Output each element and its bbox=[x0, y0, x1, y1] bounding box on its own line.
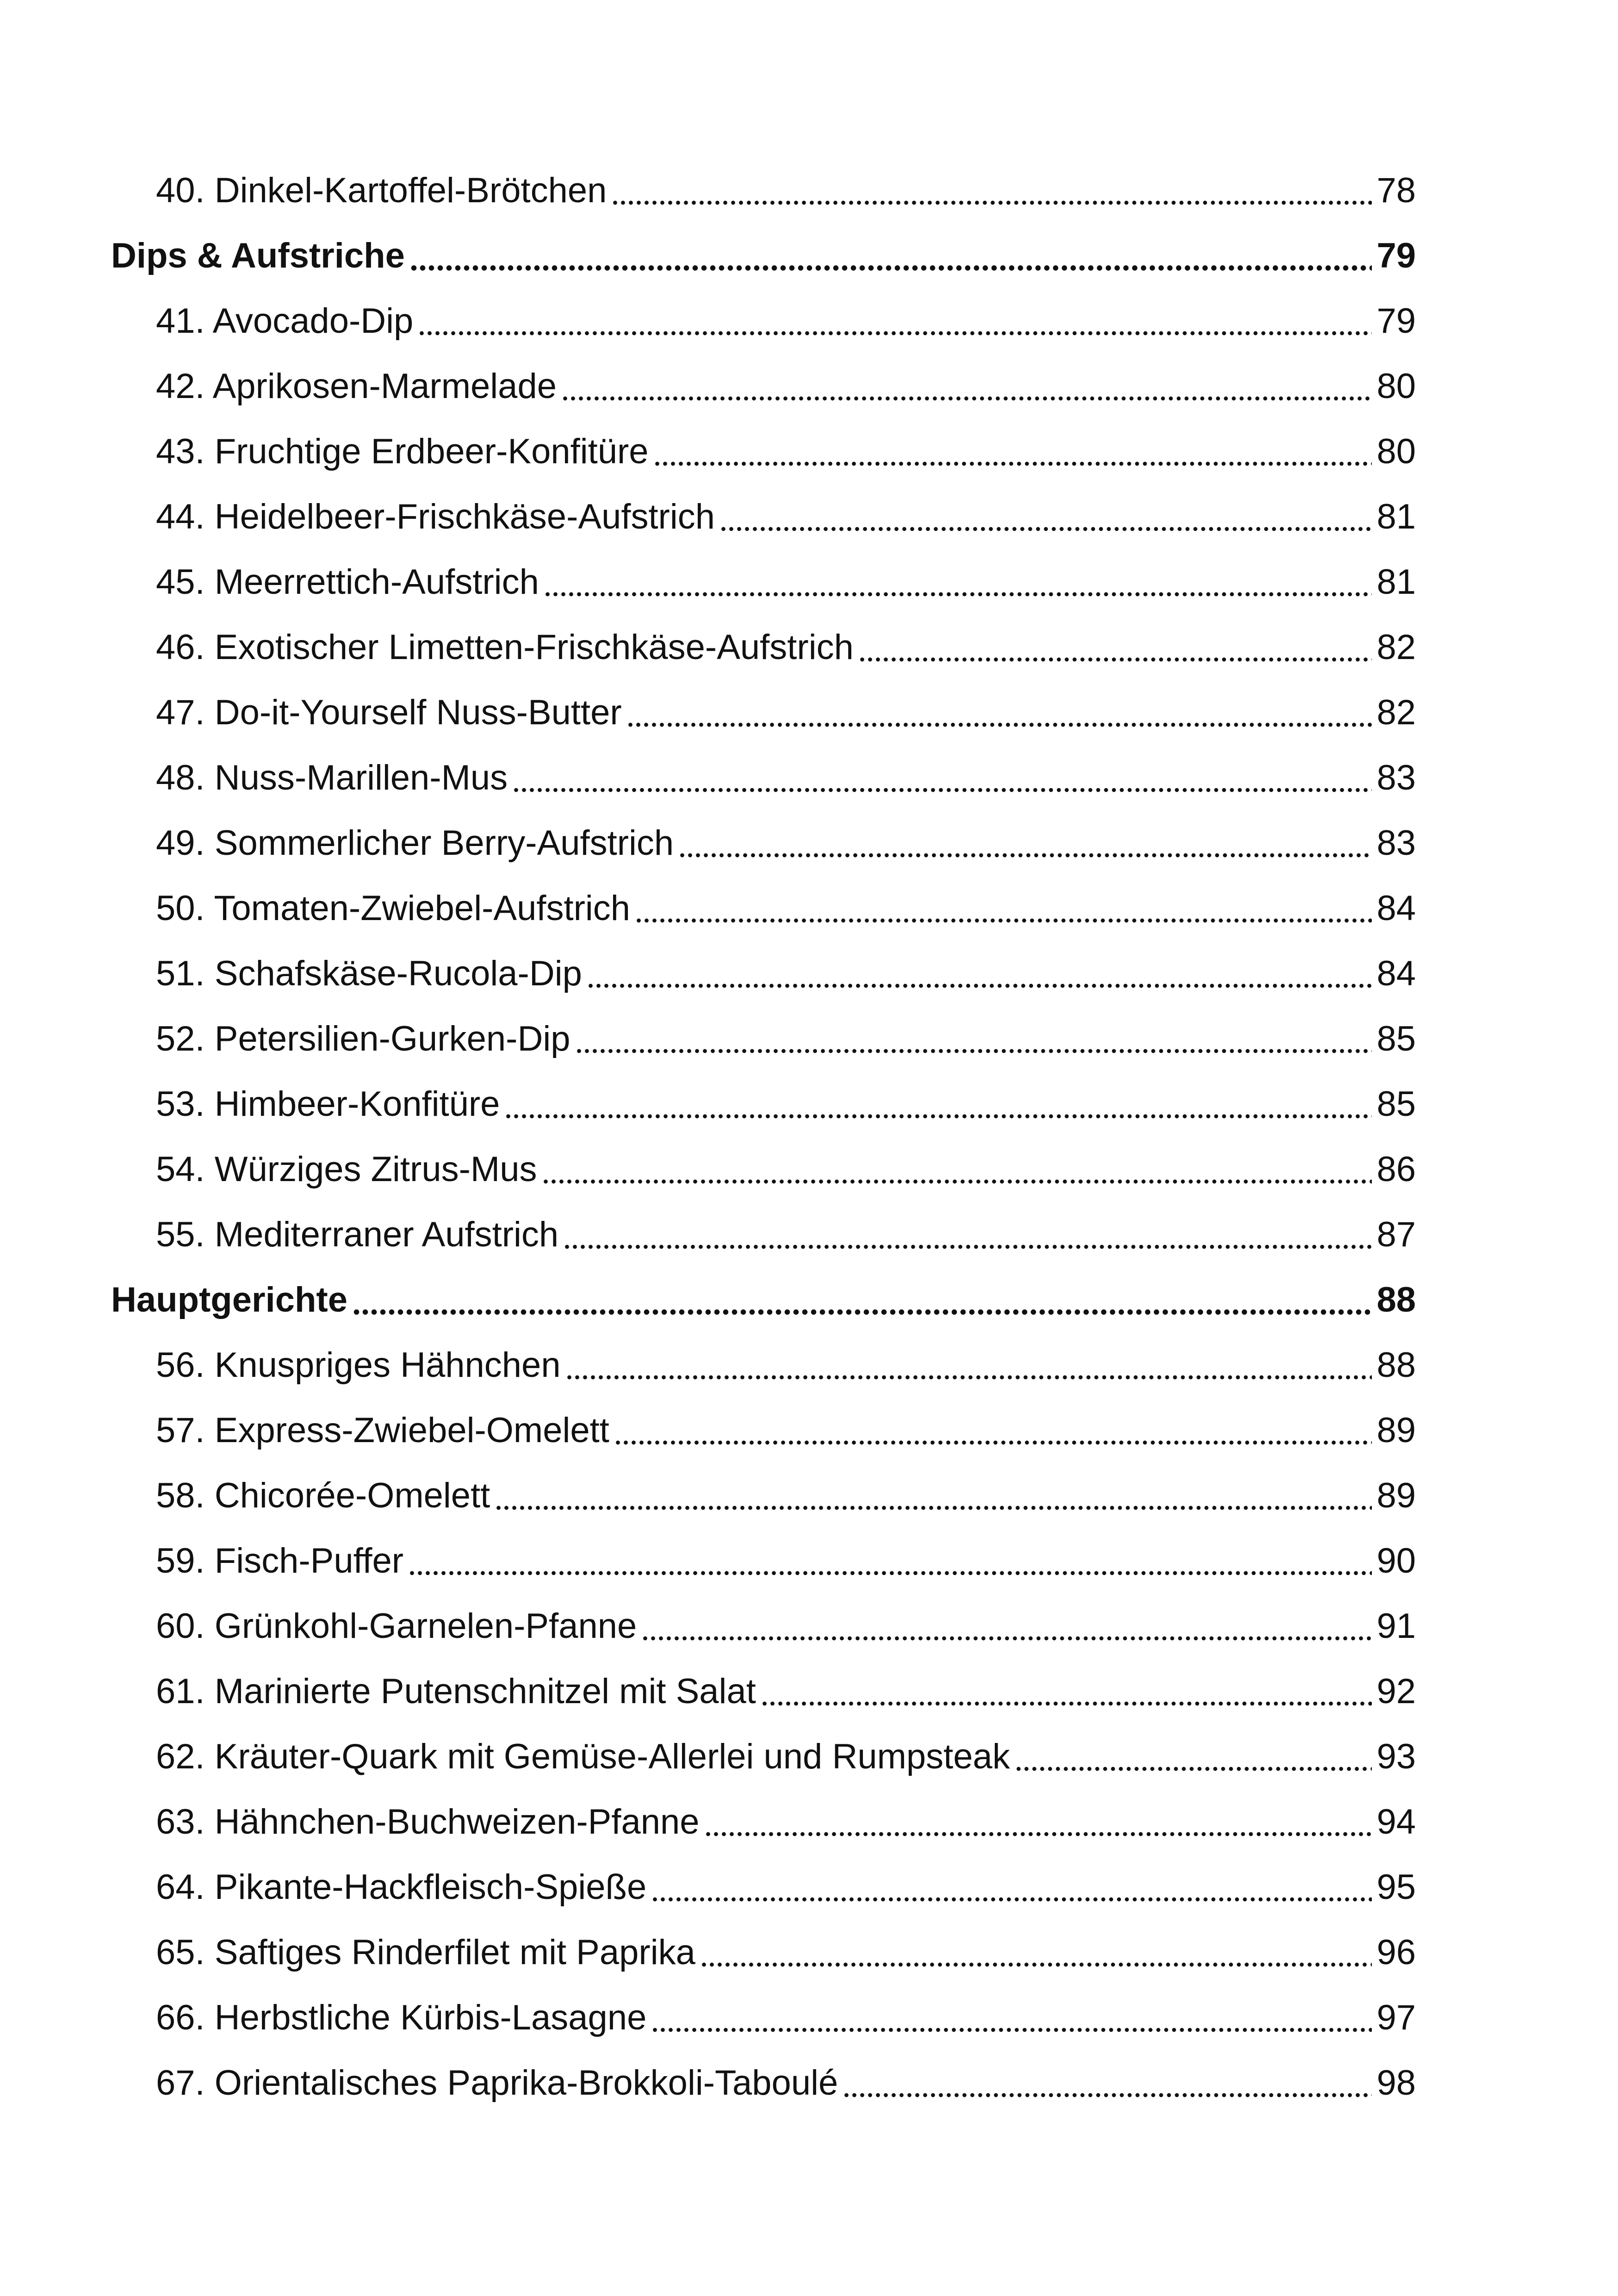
toc-entry[interactable] bbox=[111, 1724, 1416, 1789]
dot-leader bbox=[512, 787, 1372, 793]
dot-leader bbox=[761, 1701, 1372, 1706]
toc-entry[interactable] bbox=[111, 680, 1416, 745]
dot-leader bbox=[352, 1309, 1372, 1315]
toc-page-number: 83 bbox=[1376, 758, 1416, 797]
toc-entry-title: 48. Nuss-Marillen-Mus bbox=[156, 758, 508, 797]
toc-entry[interactable] bbox=[111, 1593, 1416, 1659]
toc-entry[interactable] bbox=[111, 1463, 1416, 1528]
toc-page-number: 82 bbox=[1376, 692, 1416, 732]
toc-page-number: 90 bbox=[1376, 1541, 1416, 1580]
dot-leader bbox=[575, 1048, 1372, 1054]
toc-page-number: 88 bbox=[1376, 1280, 1416, 1319]
toc-entry[interactable] bbox=[111, 810, 1416, 876]
dot-leader bbox=[563, 1244, 1372, 1250]
toc-entry-title: 61. Marinierte Putenschnitzel mit Salat bbox=[156, 1671, 756, 1711]
toc-entry-title: 50. Tomaten-Zwiebel-Aufstrich bbox=[156, 888, 631, 928]
toc-page-number: 91 bbox=[1376, 1606, 1416, 1646]
toc-page-number: 85 bbox=[1376, 1084, 1416, 1124]
toc-entry[interactable] bbox=[111, 354, 1416, 419]
dot-leader bbox=[651, 2027, 1372, 2033]
dot-leader bbox=[651, 1897, 1372, 1902]
dot-leader bbox=[544, 591, 1372, 597]
dot-leader bbox=[418, 330, 1372, 336]
toc-page-number: 89 bbox=[1376, 1475, 1416, 1515]
toc-entry[interactable] bbox=[111, 1398, 1416, 1463]
toc-entry-title: 60. Grünkohl-Garnelen-Pfanne bbox=[156, 1606, 637, 1646]
toc-page-number: 96 bbox=[1376, 1932, 1416, 1972]
toc-page-number: 95 bbox=[1376, 1867, 1416, 1907]
toc-section-heading[interactable] bbox=[111, 1267, 1416, 1332]
toc-entry-title: 57. Express-Zwiebel-Omelett bbox=[156, 1410, 609, 1450]
toc-entry-title: Dips & Aufstriche bbox=[111, 236, 405, 275]
toc-entry-title: 47. Do-it-Yourself Nuss-Butter bbox=[156, 692, 622, 732]
toc-entry[interactable] bbox=[111, 1332, 1416, 1398]
dot-leader bbox=[635, 918, 1372, 923]
toc-entry[interactable] bbox=[111, 484, 1416, 549]
toc-entry[interactable] bbox=[111, 1920, 1416, 1985]
toc-entry[interactable] bbox=[111, 1071, 1416, 1137]
toc-entry[interactable] bbox=[111, 158, 1416, 223]
toc-page-number: 97 bbox=[1376, 1997, 1416, 2037]
toc-page-number: 84 bbox=[1376, 953, 1416, 993]
toc-page-number: 89 bbox=[1376, 1410, 1416, 1450]
toc-entry[interactable] bbox=[111, 876, 1416, 941]
dot-leader bbox=[653, 461, 1372, 467]
toc-page-number: 84 bbox=[1376, 888, 1416, 928]
toc-page-number: 86 bbox=[1376, 1149, 1416, 1189]
toc-entry-title: 45. Meerrettich-Aufstrich bbox=[156, 562, 539, 602]
toc-entry[interactable] bbox=[111, 941, 1416, 1006]
toc-entry[interactable] bbox=[111, 1789, 1416, 1854]
toc-entry-title: 67. Orientalisches Paprika-Brokkoli-Taboulé bbox=[156, 2063, 838, 2103]
toc-entry-title: 63. Hähnchen-Buchweizen-Pfanne bbox=[156, 1802, 700, 1842]
toc-entry-title: Hauptgerichte bbox=[111, 1280, 347, 1319]
toc-entry-title: 54. Würziges Zitrus-Mus bbox=[156, 1149, 537, 1189]
toc-entry[interactable] bbox=[111, 2050, 1416, 2116]
dot-leader bbox=[1015, 1766, 1372, 1772]
toc-entry-title: 44. Heidelbeer-Frischkäse-Aufstrich bbox=[156, 497, 715, 536]
toc-entry-title: 41. Avocado-Dip bbox=[156, 301, 414, 341]
toc-entry-title: 52. Petersilien-Gurken-Dip bbox=[156, 1019, 570, 1058]
dot-leader bbox=[587, 983, 1372, 989]
toc-page-number: 87 bbox=[1376, 1214, 1416, 1254]
toc-entry-title: 53. Himbeer-Konfitüre bbox=[156, 1084, 500, 1124]
toc-entry[interactable] bbox=[111, 549, 1416, 615]
toc-entry-title: 49. Sommerlicher Berry-Aufstrich bbox=[156, 823, 674, 863]
dot-leader bbox=[614, 1440, 1372, 1445]
toc-entry[interactable] bbox=[111, 419, 1416, 484]
toc-page-number: 78 bbox=[1376, 170, 1416, 210]
toc-entry[interactable] bbox=[111, 1854, 1416, 1920]
toc-entry-title: 65. Saftiges Rinderfilet mit Paprika bbox=[156, 1932, 695, 1972]
toc-entry[interactable] bbox=[111, 1202, 1416, 1267]
toc-entry[interactable] bbox=[111, 1659, 1416, 1724]
toc-page-number: 81 bbox=[1376, 497, 1416, 536]
table-of-contents bbox=[111, 158, 1416, 2116]
toc-entry-title: 55. Mediterraner Aufstrich bbox=[156, 1214, 559, 1254]
toc-entry[interactable] bbox=[111, 1528, 1416, 1593]
toc-entry-title: 64. Pikante-Hackfleisch-Spieße bbox=[156, 1867, 647, 1907]
dot-leader bbox=[843, 2092, 1372, 2098]
dot-leader bbox=[565, 1375, 1372, 1380]
toc-entry[interactable] bbox=[111, 745, 1416, 810]
toc-entry-title: 56. Knuspriges Hähnchen bbox=[156, 1345, 561, 1385]
toc-entry-title: 43. Fruchtige Erdbeer-Konfitüre bbox=[156, 431, 649, 471]
toc-entry-title: 59. Fisch-Puffer bbox=[156, 1541, 404, 1580]
dot-leader bbox=[408, 1570, 1372, 1576]
toc-entry[interactable] bbox=[111, 1137, 1416, 1202]
toc-entry[interactable] bbox=[111, 288, 1416, 354]
toc-entry-title: 62. Kräuter-Quark mit Gemüse-Allerlei und Rumpsteak bbox=[156, 1736, 1010, 1776]
toc-page-number: 85 bbox=[1376, 1019, 1416, 1058]
toc-page-number: 80 bbox=[1376, 431, 1416, 471]
dot-leader bbox=[700, 1962, 1372, 1967]
dot-leader bbox=[641, 1636, 1372, 1641]
toc-entry-title: 66. Herbstliche Kürbis-Lasagne bbox=[156, 1997, 647, 2037]
dot-leader bbox=[719, 526, 1372, 532]
toc-page-number: 92 bbox=[1376, 1671, 1416, 1711]
toc-entry-title: 42. Aprikosen-Marmelade bbox=[156, 366, 557, 406]
dot-leader bbox=[704, 1831, 1372, 1837]
toc-entry-title: 58. Chicorée-Omelett bbox=[156, 1475, 490, 1515]
toc-page-number: 83 bbox=[1376, 823, 1416, 863]
dot-leader bbox=[561, 396, 1372, 401]
toc-page-number: 94 bbox=[1376, 1802, 1416, 1842]
toc-entry-title: 46. Exotischer Limetten-Frischkäse-Aufstrich bbox=[156, 627, 854, 667]
dot-leader bbox=[611, 200, 1372, 205]
toc-section-heading[interactable] bbox=[111, 223, 1416, 288]
toc-entry-title: 40. Dinkel-Kartoffel-Brötchen bbox=[156, 170, 607, 210]
toc-page-number: 79 bbox=[1376, 236, 1416, 275]
toc-page-number: 80 bbox=[1376, 366, 1416, 406]
toc-page-number: 79 bbox=[1376, 301, 1416, 341]
toc-entry[interactable] bbox=[111, 615, 1416, 680]
toc-page-number: 88 bbox=[1376, 1345, 1416, 1385]
toc-entry[interactable] bbox=[111, 1985, 1416, 2050]
dot-leader bbox=[542, 1179, 1372, 1184]
dot-leader bbox=[678, 852, 1372, 858]
dot-leader bbox=[626, 722, 1372, 728]
toc-page-number: 98 bbox=[1376, 2063, 1416, 2103]
toc-page-number: 82 bbox=[1376, 627, 1416, 667]
dot-leader bbox=[858, 657, 1372, 662]
toc-page-number: 81 bbox=[1376, 562, 1416, 602]
dot-leader bbox=[504, 1114, 1372, 1119]
toc-entry-title: 51. Schafskäse-Rucola-Dip bbox=[156, 953, 582, 993]
toc-page-number: 93 bbox=[1376, 1736, 1416, 1776]
toc-entry[interactable] bbox=[111, 1006, 1416, 1071]
dot-leader bbox=[409, 265, 1372, 271]
dot-leader bbox=[495, 1505, 1372, 1511]
